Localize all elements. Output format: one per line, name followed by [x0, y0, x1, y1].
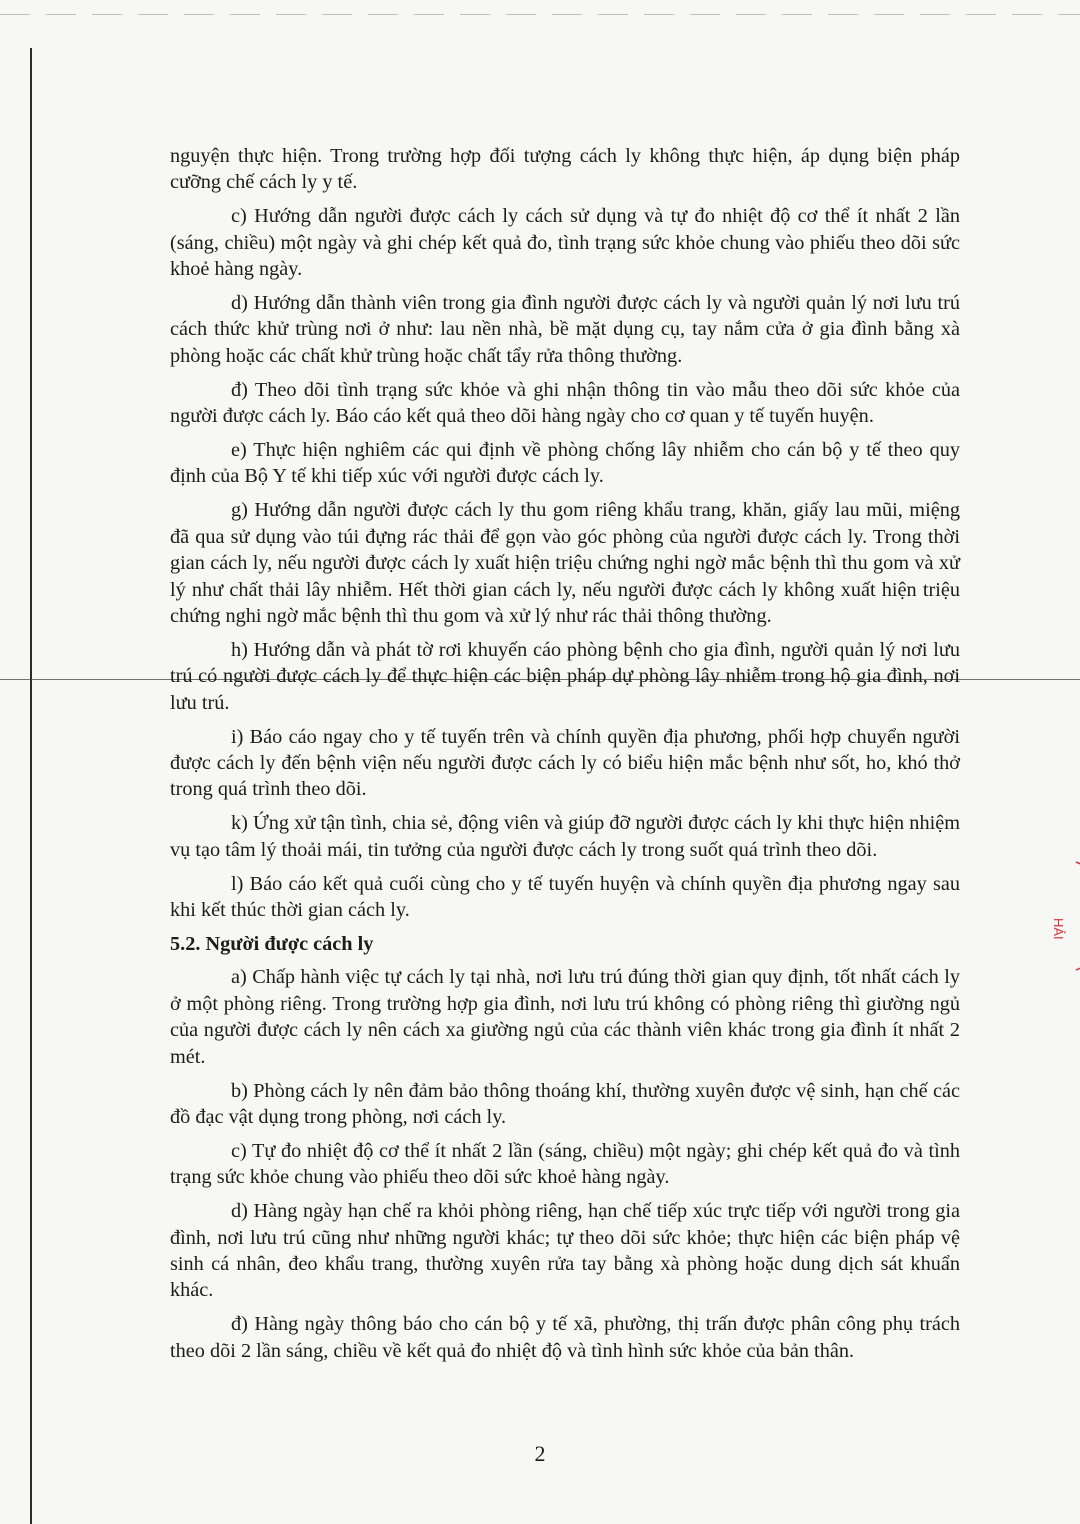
- document-body: [170, 143, 960, 1372]
- paragraph-g: g) Hướng dẫn người được cách ly thu gom riêng khẩu trang, khăn, giấy lau mũi, miệng đã qua sử dụng vào túi đựng rác thải để gọn vào góc phòng của người được cách ly. Trong thời gian cách ly, nếu người được cách ly xuất hiện triệu chứng nghi ngờ mắc bệnh thì thu gom và xử lý như chất thải lây nhiễm. Hết thời gian cách ly, nếu người được cách ly không xuất hiện triệu chứng nghi ngờ mắc bệnh thì thu gom và xử lý như rác thải thông thường.: [170, 499, 960, 627]
- section-paragraph-a: a) Chấp hành việc tự cách ly tại nhà, nơi lưu trú đúng thời gian quy định, tốt nhất cách ly ở một phòng riêng. Trong trường hợp gia đình, nơi lưu trú không có phòng riêng thì giường ngủ của người được cách ly nên cách xa giường ngủ của các thành viên khác trong gia đình ít nhất 2 mét.: [170, 966, 960, 1068]
- section-paragraph-b: b) Phòng cách ly nên đảm bảo thông thoáng khí, thường xuyên được vệ sinh, hạn chế các đồ đạc vật dụng trong phòng, nơi cách ly.: [170, 1079, 960, 1128]
- paragraph-k: k) Ứng xử tận tình, chia sẻ, động viên và giúp đỡ người được cách ly khi thực hiện nhiệm vụ tạo tâm lý thoải mái, tin tưởng của người được cách ly trong suốt quá trình theo dõi.: [170, 812, 960, 861]
- paragraph-intro: nguyện thực hiện. Trong trường hợp đối tượng cách ly không thực hiện, áp dụng biện pháp cưỡng chế cách ly y tế.: [170, 145, 960, 194]
- paragraph-i: i) Báo cáo ngay cho y tế tuyến trên và chính quyền địa phương, phối hợp chuyển người được cách ly đến bệnh viện nếu người được cách ly có biểu hiện mắc bệnh như sốt, ho, khó thở trong quá trình theo dõi.: [170, 725, 960, 801]
- page-binding-edge: [30, 48, 32, 1524]
- paragraph-c: c) Hướng dẫn người được cách ly cách sử dụng và tự đo nhiệt độ cơ thể ít nhất 2 lần (sáng, chiều) một ngày và ghi chép kết quả đo, tình trạng sức khỏe chung vào phiếu theo dõi sức khoẻ hàng ngày.: [170, 205, 960, 281]
- page-number: 2: [534, 1441, 546, 1466]
- scan-top-edge: [0, 14, 1080, 15]
- red-seal-stamp: [1010, 840, 1080, 990]
- section-paragraph-d: d) Hàng ngày hạn chế ra khỏi phòng riêng, hạn chế tiếp xúc trực tiếp với người trong gia đình, nơi lưu trú cũng như những người khác; tự theo dõi sức khỏe; thực hiện các biện pháp vệ sinh cá nhân, đeo khẩu trang, thường xuyên rửa tay bằng xà phòng hoặc dung dịch sát khuẩn khác.: [170, 1200, 960, 1302]
- paragraph-d: d) Hướng dẫn thành viên trong gia đình người được cách ly và người quản lý nơi lưu trú cách thức khử trùng nơi ở như: lau nền nhà, bề mặt dụng cụ, tay nắm cửa ở gia đình bằng xà phòng hoặc các chất khử trùng hoặc chất tẩy rửa thông thường.: [170, 292, 960, 367]
- paragraph-l: l) Báo cáo kết quả cuối cùng cho y tế tuyến huyện và chính quyền địa phương ngay sau khi kết thúc thời gian cách ly.: [170, 872, 960, 922]
- seal-text: HẢI: [1051, 918, 1066, 940]
- paragraph-h: h) Hướng dẫn và phát tờ rơi khuyến cáo phòng bệnh cho gia đình, người quản lý nơi lưu trú có người được cách ly để thực hiện các biện pháp dự phòng lây nhiễm trong hộ gia đình, nơi lưu trú.: [170, 638, 960, 714]
- section-heading: 5.2. Người được cách ly: [170, 932, 374, 955]
- section-paragraph-dd: đ) Hàng ngày thông báo cho cán bộ y tế xã, phường, thị trấn được phân công phụ trách theo dõi 2 lần sáng, chiều về kết quả đo nhiệt độ và tình hình sức khỏe của bản thân.: [170, 1313, 960, 1362]
- section-paragraph-c: c) Tự đo nhiệt độ cơ thể ít nhất 2 lần (sáng, chiều) một ngày; ghi chép kết quả đo và tình trạng sức khỏe chung vào phiếu theo dõi sức khoẻ hàng ngày.: [170, 1139, 960, 1189]
- paragraph-e: e) Thực hiện nghiêm các qui định về phòng chống lây nhiễm cho cán bộ y tế theo quy định của Bộ Y tế khi tiếp xúc với người được cách ly.: [170, 439, 960, 488]
- paragraph-dd: đ) Theo dõi tình trạng sức khỏe và ghi nhận thông tin vào mẫu theo dõi sức khỏe của người được cách ly. Báo cáo kết quả theo dõi hàng ngày cho cơ quan y tế tuyến huyện.: [170, 378, 960, 428]
